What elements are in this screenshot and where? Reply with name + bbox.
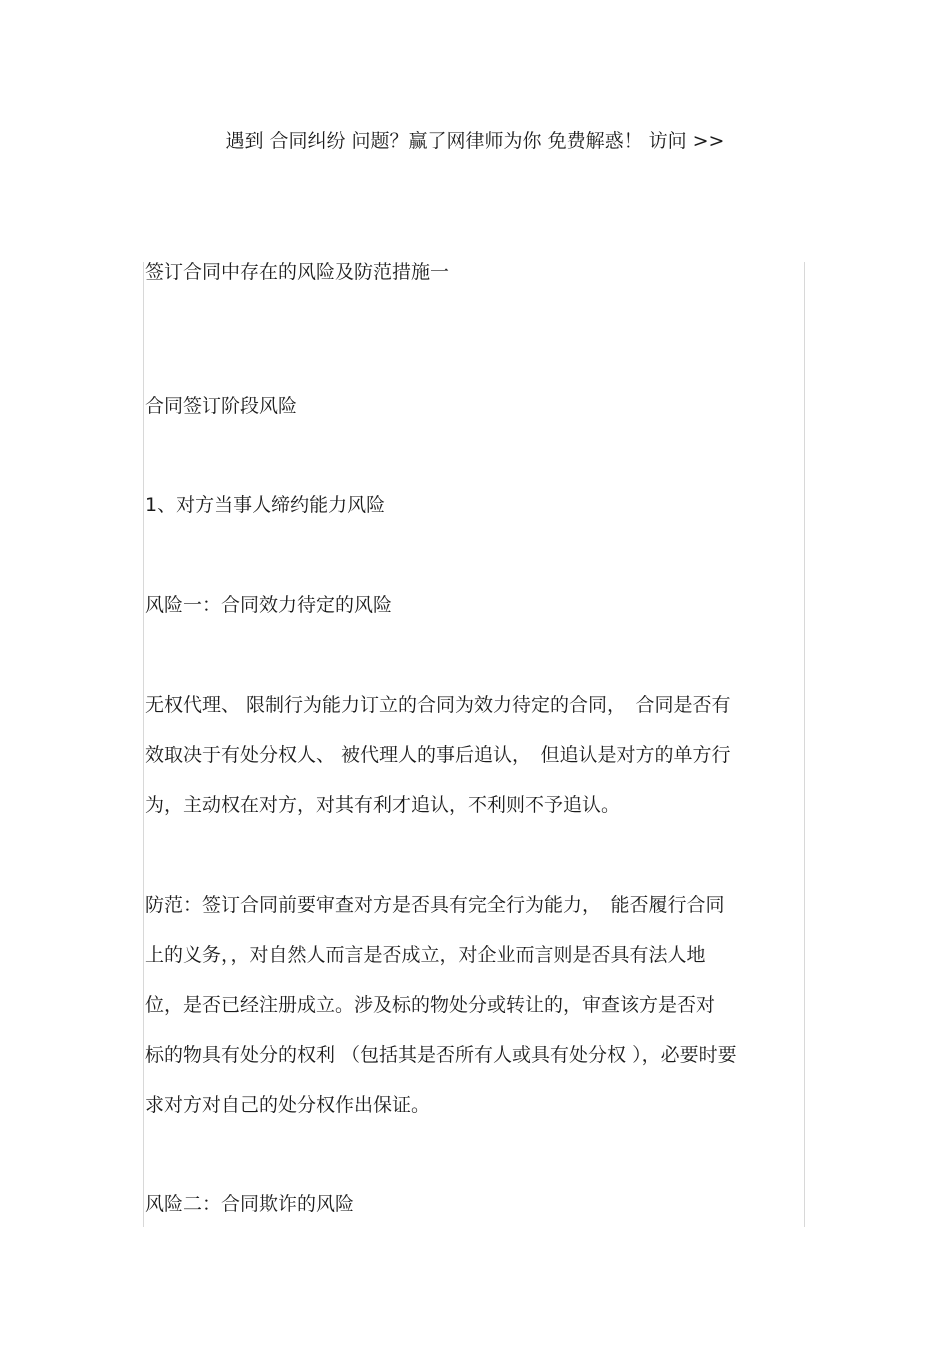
promo-banner[interactable] [0, 127, 950, 155]
prevention-paragraph-line: 位，是否已经注册成立。涉及标的物处分或转让的，审查该方是否对 [145, 994, 716, 1016]
section-heading: 合同签订阶段风险 [145, 395, 298, 417]
banner-visit-link[interactable]: 访问 >> [648, 130, 725, 152]
banner-link-contract-dispute[interactable]: 合同纠纷 [269, 130, 346, 152]
banner-text-1: 遇到 [225, 130, 264, 152]
prevention-paragraph-line: 标的物具有处分的权利 （包括其是否所有人或具有处分权 ），必要时要 [145, 1044, 737, 1066]
prevention-paragraph-line: 上的义务，，对自然人而言是否成立，对企业而言则是否具有法人地 [145, 944, 706, 966]
prevention-paragraph-line: 防范：签订合同前要审查对方是否具有完全行为能力， 能否履行合同 [145, 894, 725, 916]
risk-1-heading: 风险一：合同效力待定的风险 [145, 594, 393, 616]
risk-1-paragraph-line: 为，主动权在对方，对其有利才追认，不利则不予追认。 [145, 794, 621, 816]
banner-text-2: 问题？赢了网律师为你 [351, 130, 542, 152]
document-title: 签订合同中存在的风险及防范措施一 [145, 261, 450, 283]
risk-2-heading: 风险二：合同欺诈的风险 [145, 1193, 355, 1215]
risk-1-paragraph-line: 无权代理、 限制行为能力订立的合同为效力待定的合同， 合同是否有 [145, 694, 731, 716]
risk-1-paragraph-line: 效取决于有处分权人、 被代理人的事后追认， 但追认是对方的单方行 [145, 744, 731, 766]
prevention-paragraph-line: 求对方对自己的处分权作出保证。 [145, 1094, 431, 1116]
item-1-heading: 1、对方当事人缔约能力风险 [145, 494, 386, 516]
banner-text-3: 免费解惑！ [547, 130, 643, 152]
